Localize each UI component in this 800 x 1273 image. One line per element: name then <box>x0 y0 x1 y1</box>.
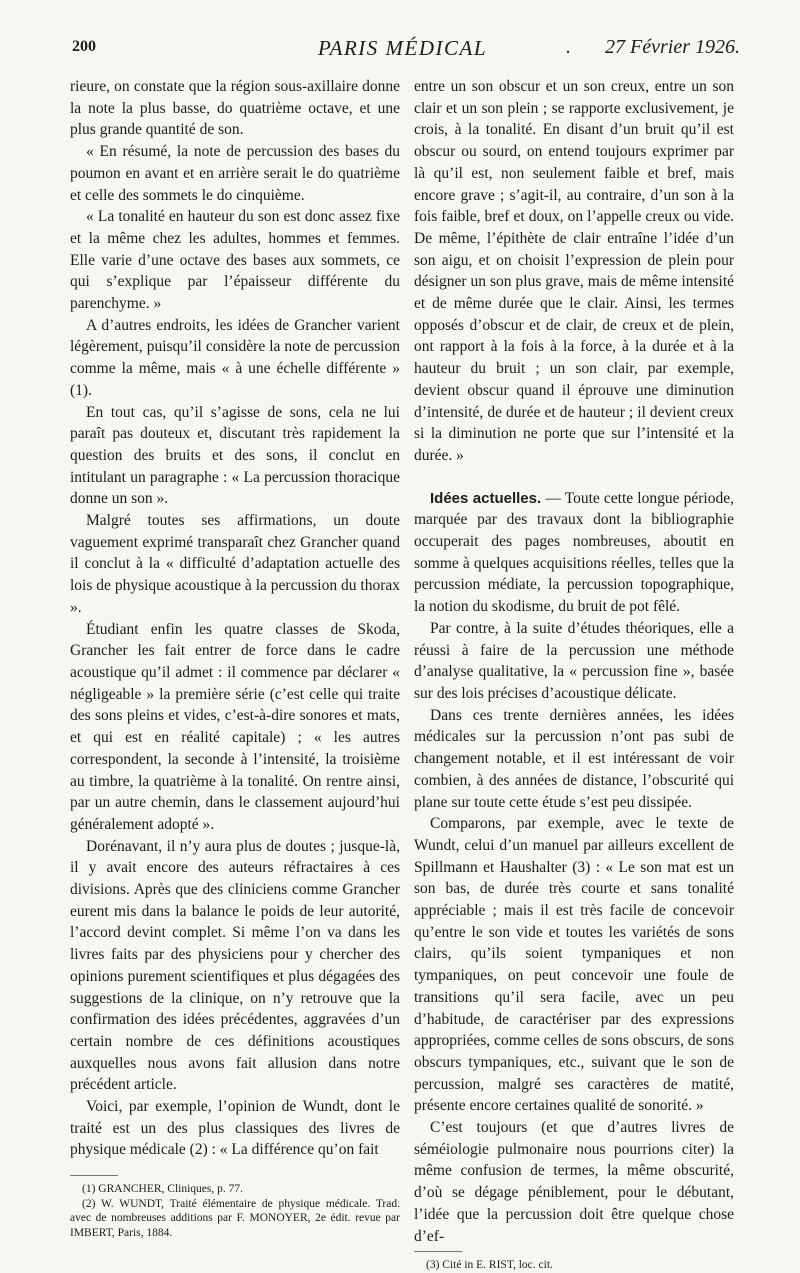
paragraph: En tout cas, qu’il s’agisse de sons, cela ne lui paraît pas douteux et, discutant très rapidement la question des bruits et des sons, il conclut en intitulant un paragraphe : « La percussion thoracique donne un son ». <box>70 403 400 508</box>
paragraph: Comparons, par exemple, avec le texte de Wundt, celui d’un manuel par ailleurs excellent de Spillmann et Haushalter (3) : « Le son mat est un son bas, de durée très courte et sans tonalité appréciable ; mais il est très facile de concevoir qu’entre le son vide et toutes les variétés de sons clairs, qu’ils soient tympaniques et non tympaniques, on peut concevoir une foule de transitions qu’il sera facile, avec un peu d’habitude, de caractériser par des expressions appropriées, comme celles de sons obscurs, de sons obscurs tympaniques, etc., suivant que le son de percussion, malgré ses caractères de matité, présente encore certaines qualité de sonorité. » <box>414 815 734 1115</box>
paragraph: Malgré toutes ses affirmations, un doute vaguement exprimé transparaît chez Grancher quand il conclut à la « difficulté d’adaptation actuelle des lois de physique acoustique à la percussion du thorax ». <box>70 512 400 616</box>
footnote: (1) GRANCHER, Cliniques, p. 77. <box>82 1183 243 1196</box>
paragraph: « La tonalité en hauteur du son est donc assez fixe et la même chez les adultes, hommes et femmes. Elle varie d’une octave des bases aux sommets, ce qui s’explique par l’épaisseur différente du parenchyme. » <box>70 208 400 313</box>
paragraph: entre un son obscur et un son creux, entre un son clair et un son plein ; se rapporte exclusivement, je crois, à la tonalité. En disant d’un bruit qu’il est obscur ou sourd, on entend toujours exprimer par là qu’il est, non seulement faible et bref, mais encore grave ; s’agit-il, au contraire, d’un son à la fois faible, bref et doux, on l’appelle creux ou vide. De même, l’épithète de clair entraîne l’idée d’un son aigu, et on choisit l’expression de plein pour désigner un son plus grave, mais de même intensité et de même durée que le clair. Ainsi, les termes opposés d’obscur et de clair, de creux et de plein, ont rapport à la fois à la force, à la durée et à la hauteur du bruit ; un son clair, par exemple, devient obscur quand il éprouve une diminution d’intensité, de durée et de hauteur ; il devient creux si la diminution ne porte que sur l’intensité et la durée. » <box>414 78 734 464</box>
section-dash: — <box>541 489 565 507</box>
issue-date <box>566 36 740 59</box>
paragraph: « En résumé, la note de percussion des bases du poumon en avant et en arrière serait le do quatrième et celle des sommets le do cinquième. <box>70 143 400 204</box>
footnote: (2) W. WUNDT, Traité élémentaire de physique médicale. Trad. avec de nombreuses additions par F. MONOYER, 2e édit. revue par IMBERT, Paris, 1884. <box>70 1197 400 1239</box>
footnotes <box>414 1258 734 1273</box>
footnote-separator <box>70 1175 118 1176</box>
footnote-separator <box>414 1251 462 1252</box>
paragraph: A d’autres endroits, les idées de Grancher varient légèrement, puisqu’il considère la note de percussion comme la même, mais « à une échelle différente » (1). <box>70 316 400 399</box>
footnote: (3) Cité in E. RIST, loc. cit. <box>426 1259 553 1272</box>
paragraph: Voici, par exemple, l’opinion de Wundt, dont le traité est un des plus classiques des livres de physique médicale (2) : « La différence qu’on fait <box>70 1098 400 1159</box>
paragraph: Par contre, à la suite d’études théoriques, elle a réussi à faire de la percussion une méthode d’analyse qualitative, la « percussion fine », basée sur des lois précises d’acoustique délicate. <box>414 619 734 702</box>
journal-title: PARIS MÉDICAL <box>318 36 488 60</box>
footnotes <box>70 1182 400 1240</box>
section-intro: Toute cette longue période, marquée par des travaux dont la bibliographie occuperait des pages nombreuses, aboutit en somme à quelques acquisitions réelles, telles que la percussion médiate, la percussion topographique, la notion du skodisme, du bruit de pot fêlé. <box>414 489 734 616</box>
paragraph: rieure, on constate que la région sous-axillaire donne la note la plus basse, do quatrième octave, et une plus grande quantité de son. <box>70 78 400 139</box>
paragraph: Dans ces trente dernières années, les idées médicales sur la percussion n’ont pas subi de changement notable, et il est intéressant de voir combien, à des années de distance, l’obscurité qui plane sur toute cette étude s’est peu dissipée. <box>414 706 734 811</box>
right-column <box>414 76 734 1273</box>
paragraph: Étudiant enfin les quatre classes de Skoda, Grancher les fait entrer de force dans le cadre acoustique qu’il admet : il commence par déclarer « négligeable » la première série (c’est celle qui traite des sons pleins et vides, c’est-à-dire sonores et mats, et qui est en réalité capitale) ; « les autres correspondent, la seconde à l’intensité, la troisième au timbre, la quatrième à la tonalité. On rentre ainsi, par un autre chemin, dans le classement aujourd’hui généralement adopté ». <box>70 620 400 833</box>
section-paragraph <box>414 488 734 618</box>
section-heading: Idées actuelles. <box>430 489 542 507</box>
paragraph: Dorénavant, il n’y aura plus de doutes ; jusque-là, il y avait encore des auteurs réfractaires à ces divisions. Après que des cliniciens comme Grancher eurent mis dans la balance le poids de leur autorité, l’accord devint complet. Si même l’on va dans les livres faits par des physiciens pour y chercher des opinions purement scientifiques et plus dégagées des suggestions de la clinique, on n’y retrouve que la confirmation des idées précédentes, aggravées d’un certain nombre de ces définitions acoustiques auxquelles nous avons fait allusion dans notre précédent article. <box>70 837 400 1094</box>
page-header <box>72 38 740 62</box>
issue-date-text: 27 Février 1926. <box>605 36 740 58</box>
left-column <box>70 76 400 1240</box>
page-number: 200 <box>72 38 96 55</box>
header-separator: . <box>566 36 572 58</box>
paragraph: C’est toujours (et que d’autres livres de séméiologie pulmonaire nous pourrions citer) la même confusion de termes, la même obscurité, d’où se dégage péniblement, pour le débutant, l’idée que la percussion doit être quelque chose d’ef- <box>414 1119 734 1245</box>
